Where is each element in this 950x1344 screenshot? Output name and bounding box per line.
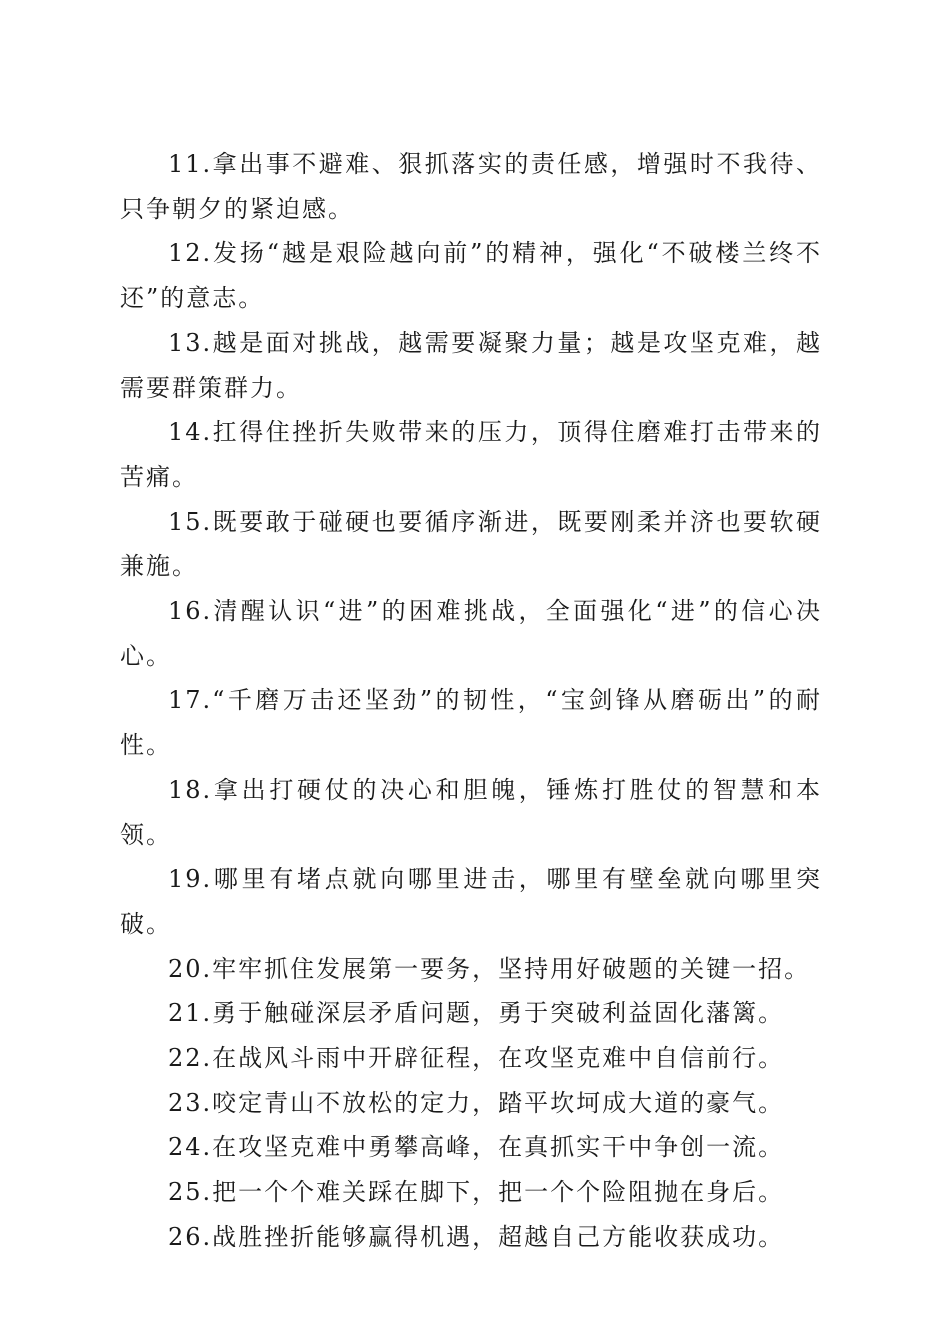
list-item: 11.拿出事不避难、狠抓落实的责任感，增强时不我待、只争朝夕的紧迫感。 xyxy=(120,150,822,223)
list-item: 22.在战风斗雨中开辟征程，在攻坚克难中自信前行。 xyxy=(168,1044,785,1073)
list-item: 23.咬定青山不放松的定力，踏平坎坷成大道的豪气。 xyxy=(168,1088,785,1117)
list-item: 18.拿出打硬仗的决心和胆魄，锤炼打胜仗的智慧和本领。 xyxy=(120,775,822,849)
list-item: 17.“千磨万击还坚劲”的韧性，“宝剑锋从磨砺出”的耐性。 xyxy=(120,686,822,760)
list-item: 19.哪里有堵点就向哪里进击，哪里有壁垒就向哪里突破。 xyxy=(120,865,822,938)
list-item: 20.牢牢抓住发展第一要务，坚持用好破题的关键一招。 xyxy=(168,954,811,983)
list-item: 24.在攻坚克难中勇攀高峰，在真抓实干中争创一流。 xyxy=(168,1133,785,1162)
list-item: 21.勇于触碰深层矛盾问题，勇于突破利益固化藩篱。 xyxy=(168,999,785,1028)
list-item: 13.越是面对挑战，越需要凝聚力量；越是攻坚克难，越需要群策群力。 xyxy=(120,328,822,402)
list-item: 16.清醒认识“进”的困难挑战，全面强化“进”的信心决心。 xyxy=(120,597,822,670)
list-item: 26.战胜挫折能够赢得机遇，超越自己方能收获成功。 xyxy=(168,1222,785,1251)
list-item: 25.把一个个难关踩在脚下，把一个个险阻抛在身后。 xyxy=(168,1178,785,1207)
list-item: 12.发扬“越是艰险越向前”的精神，强化“不破楼兰终不还”的意志。 xyxy=(120,239,822,313)
list-item: 15.既要敢于碰硬也要循序渐进，既要刚柔并济也要软硬兼施。 xyxy=(120,507,822,581)
document-body xyxy=(120,142,822,1260)
list-item: 14.扛得住挫折失败带来的压力，顶得住磨难打击带来的苦痛。 xyxy=(120,418,822,491)
